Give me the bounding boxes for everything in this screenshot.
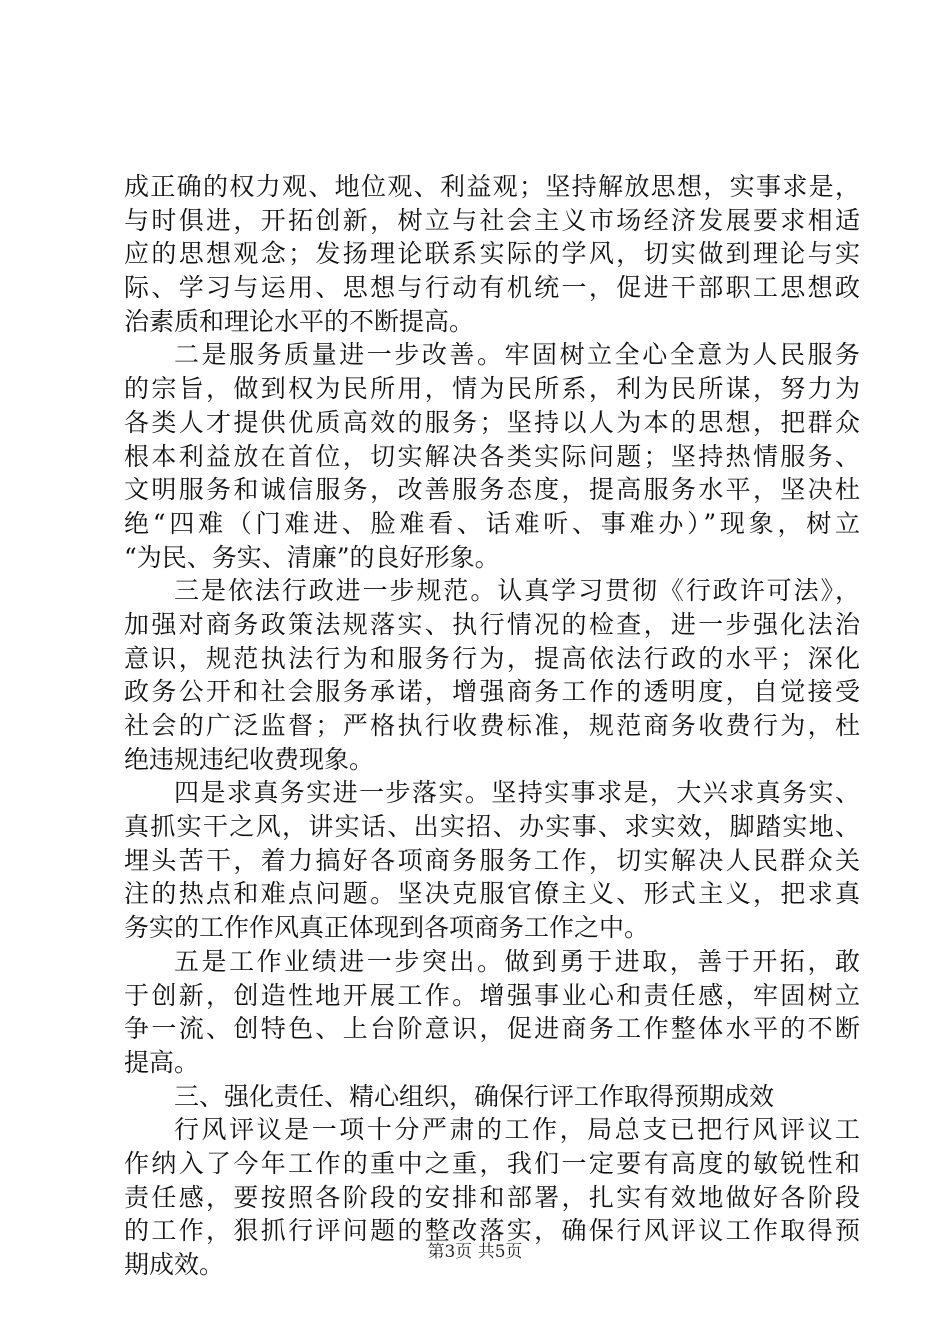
text-line: 绝违规违纪收费现象。	[124, 744, 375, 774]
text-line: 埋头苦干，着力搞好各项商务服务工作，切实解决人民群众关	[124, 845, 860, 875]
text-line: 文明服务和诚信服务，改善服务态度，提高服务水平，坚决杜	[124, 475, 860, 505]
text-line: 四是求真务实进一步落实。坚持实事求是，大兴求真务实、	[174, 778, 860, 808]
text-line: 各类人才提供优质高效的服务；坚持以人为本的思想，把群众	[124, 407, 860, 437]
text-line: 的宗旨，做到权为民所用，情为民所系，利为民所谋，努力为	[124, 374, 860, 404]
text-line: 务实的工作作风真正体现到各项商务工作之中。	[124, 913, 650, 943]
text-line: 意识，规范执法行为和服务行为，提高依法行政的水平；深化	[124, 643, 860, 673]
text-line: 期成效。	[124, 1250, 225, 1279]
text-line: 绝“四难（门难进、脸难看、话难听、事难办）”现象，树立	[124, 508, 860, 538]
text-line: 三是依法行政进一步规范。认真学习贯彻《行政许可法》，	[174, 576, 860, 606]
text-line: 政务公开和社会服务承诺，增强商务工作的透明度，自觉接受	[124, 677, 860, 707]
text-line: 五是工作业绩进一步突出。做到勇于进取，善于开拓，敢	[174, 946, 860, 976]
text-line: 应的思想观念；发扬理论联系实际的学风，切实做到理论与实	[124, 239, 860, 269]
text-line: 争一流、创特色、上台阶意识，促进商务工作整体水平的不断	[124, 1014, 860, 1044]
text-line: “为民、务实、清廉”的良好形象。	[124, 542, 500, 572]
document-body	[124, 170, 860, 1282]
text-line: 加强对商务政策法规落实、执行情况的检查，进一步强化法治	[124, 609, 860, 639]
text-line: 成正确的权力观、地位观、利益观；坚持解放思想，实事求是，	[124, 172, 860, 201]
text-line: 治素质和理论水平的不断提高。	[124, 306, 475, 336]
text-line: 二是服务质量进一步改善。牢固树立全心全意为人民服务	[174, 340, 860, 370]
text-line: 责任感，要按照各阶段的安排和部署，扎实有效地做好各阶段	[124, 1182, 860, 1212]
text-line: 提高。	[124, 1047, 200, 1077]
text-line: 行风评议是一项十分严肃的工作，局总支已把行风评议工	[174, 1115, 860, 1145]
text-line: 际、学习与运用、思想与行动有机统一，促进干部职工思想政	[124, 273, 860, 303]
text-line: 三、强化责任、精心组织，确保行评工作取得预期成效	[174, 1081, 775, 1111]
text-line: 真抓实干之风，讲实话、出实招、办实事、求实效，脚踏实地、	[124, 812, 860, 842]
text-line: 的工作，狠抓行评问题的整改落实，确保行风评议工作取得预	[124, 1216, 860, 1246]
text-line: 作纳入了今年工作的重中之重，我们一定要有高度的敏锐性和	[124, 1148, 860, 1178]
page-footer: 第3页 共5页	[427, 1242, 523, 1262]
text-line: 于创新，创造性地开展工作。增强事业心和责任感，牢固树立	[124, 980, 860, 1010]
text-line: 根本利益放在首位，切实解决各类实际问题；坚持热情服务、	[124, 441, 860, 471]
text-line: 与时俱进，开拓创新，树立与社会主义市场经济发展要求相适	[124, 205, 860, 235]
text-line: 注的热点和难点问题。坚决克服官僚主义、形式主义，把求真	[124, 879, 860, 909]
text-line: 社会的广泛监督；严格执行收费标准，规范商务收费行为，杜	[124, 711, 860, 740]
